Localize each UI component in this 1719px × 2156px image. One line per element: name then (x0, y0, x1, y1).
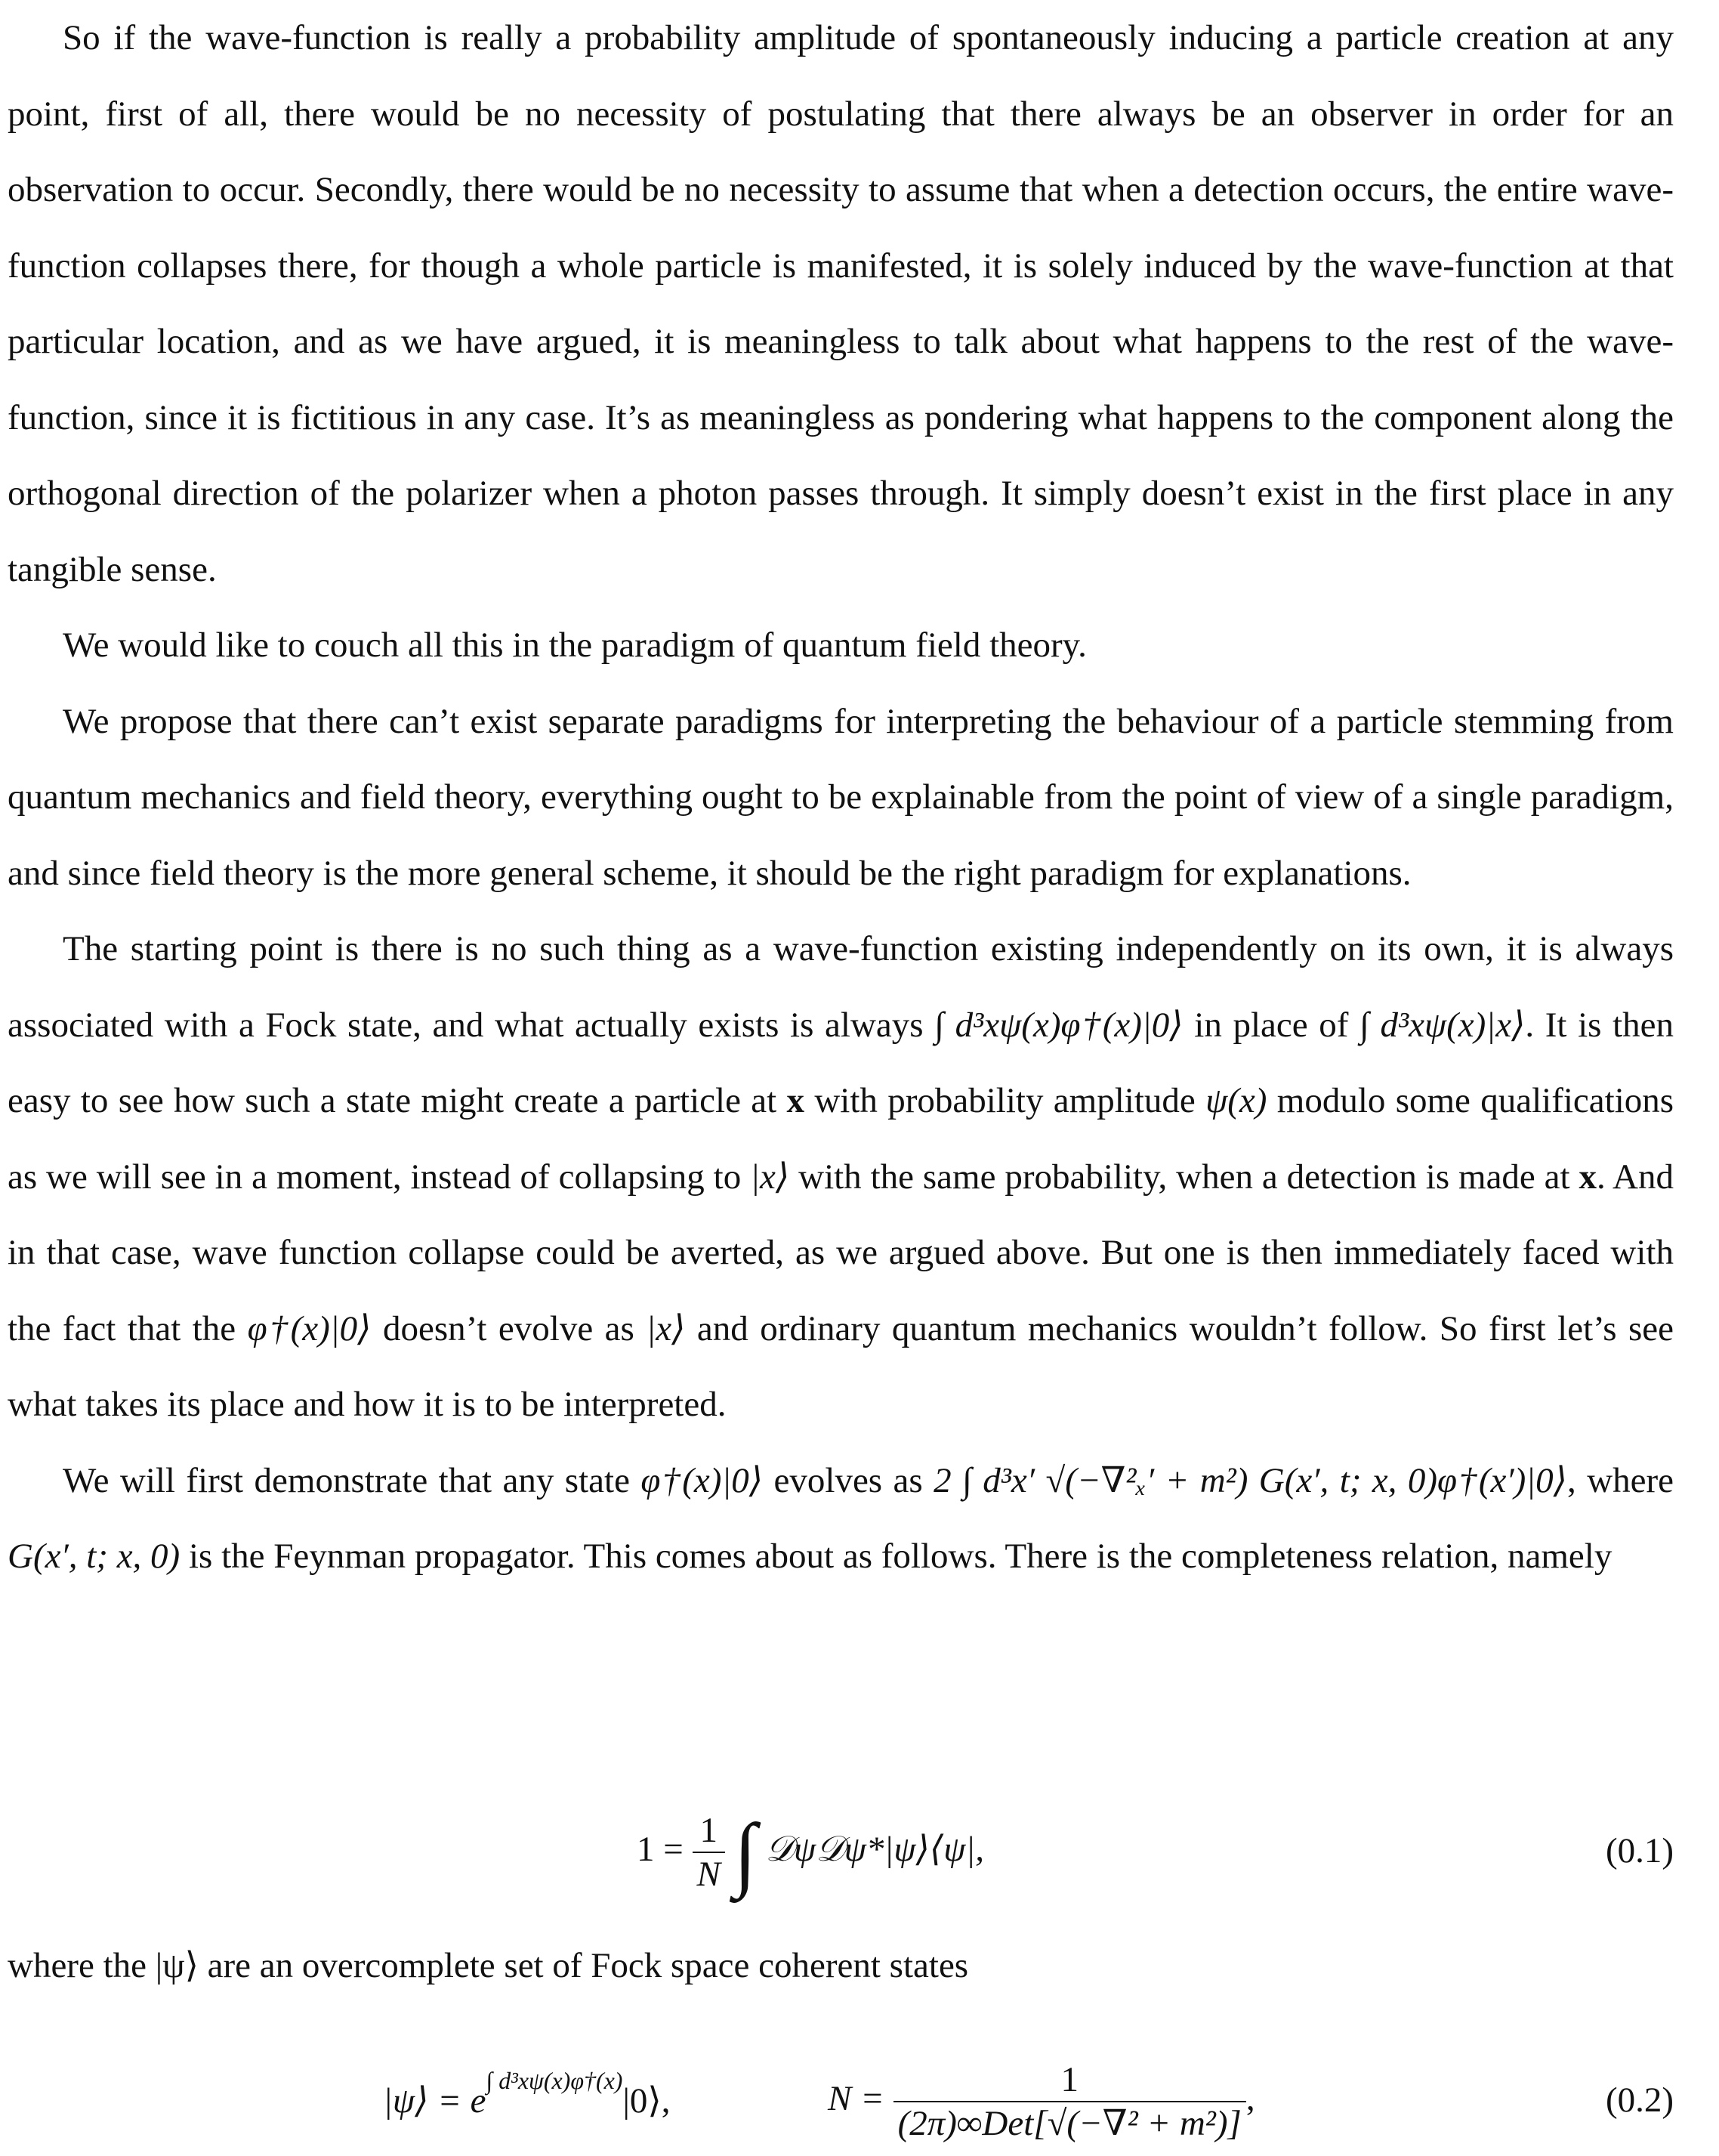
paragraph-5-text-c: , where (1567, 1460, 1674, 1500)
equation-0-2-label: (0.2) (1605, 2080, 1674, 2120)
inline-math-propagator: G(x′, t; x, 0) (8, 1537, 181, 1576)
paper-page (8, 0, 1674, 1595)
equation-0-1-numerator: 1 (693, 1809, 725, 1853)
inline-math-x: x (786, 1081, 805, 1120)
equation-0-2-numerator: 1 (893, 2059, 1246, 2102)
paragraph-4-text-e: modulo some qualifications as we will see in a moment, instead of collapsing to (8, 1081, 1674, 1197)
equation-0-2-psi (383, 2068, 671, 2121)
integral-sign: ∫ (733, 1806, 757, 1899)
inline-math-psi-x: ψ(x) (1205, 1081, 1267, 1120)
equation-0-1-lhs: 1 = (637, 1830, 684, 1870)
paragraph-4-text-d: with probability amplitude (814, 1081, 1196, 1120)
paragraph-5 (8, 1443, 1674, 1595)
paragraph-3-text: We propose that there can’t exist separate paradigms for interpreting the behaviour of a particle stemming from quantum mechanics and field theory, everything ought to be explainable from the point of view of a single paradigm, and since field theory is the more general scheme, it should be the right paradigm for explanations. (8, 701, 1674, 893)
inline-math-ket-x: |x⟩ (750, 1157, 790, 1197)
paragraph-4-text-a: The starting point is there is no such thing as a wave-function existing independently on its own, it is always associated with a Fock state, and what actually exists is always (8, 929, 1674, 1045)
equation-0-1 (8, 1806, 1674, 1900)
inline-math-x-2: x (1579, 1157, 1597, 1197)
paragraph-4-text-b: in place of (1194, 1005, 1349, 1045)
paragraph-4-text-g: . And in that case, wave function collapse could be averted, as we argued above. But one is then immediately faced with the fact that the (8, 1157, 1674, 1348)
inline-math-phi-dagger: φ†(x)|0⟩ (247, 1308, 372, 1348)
paragraph-4 (8, 911, 1674, 1443)
paragraph-1-text: So if the wave-function is really a probability amplitude of spontaneously inducing a particle creation at any point, first of all, there would be no necessity of postulating that there always be an observer in order for an observation to occur. Secondly, there would be no necessity to assume that when a detection occurs, the entire wave-function collapses there, for though a whole particle is manifested, it is solely induced by the wave-function at that particular location, and as we have argued, it is meaningless to talk about what happens to the rest of the wave-function, since it is fictitious in any case. It’s as meaningless as pondering what happens to the component along the orthogonal direction of the polarizer when a photon passes through. It simply doesn’t exist in the first place in any tangible sense. (8, 18, 1674, 589)
equation-0-1-integrand: 𝒟ψ𝒟ψ*|ψ⟩⟨ψ|, (765, 1830, 985, 1870)
equation-0-2-fraction (893, 2059, 1246, 2145)
equation-0-1-label: (0.1) (1605, 1831, 1674, 1870)
equation-0-2 (8, 2059, 1674, 2156)
inline-math-ket-x-2: |x⟩ (646, 1308, 686, 1348)
equation-0-1-body (637, 1806, 985, 1899)
inline-math-phi-dagger-2: φ†(x)|0⟩ (640, 1460, 764, 1500)
paragraph-3 (8, 684, 1674, 912)
paragraph-1 (8, 0, 1674, 607)
paragraph-6 (8, 1944, 1674, 1986)
paragraph-4-text-f: with the same probability, when a detection is made at (798, 1157, 1570, 1197)
paragraph-4-text-h: doesn’t evolve as (382, 1308, 634, 1348)
paragraph-2 (8, 607, 1674, 684)
paragraph-6-text: where the |ψ⟩ are an overcomplete set of Fock space coherent states (8, 1946, 969, 1985)
equation-0-2-exponent: ∫ d³xψ(x)φ†(x) (486, 2068, 623, 2095)
paragraph-4-text-c: . It is then easy to see how such a state might create a particle at (8, 1005, 1674, 1120)
inline-math-ket-integral: ∫ d³xψ(x)|x⟩ (1359, 1005, 1526, 1045)
inline-math-evolution: 2 ∫ d³x′ √(−∇²ₓ′ + m²) G(x′, t; x, 0)φ†(x′)|0⟩ (934, 1460, 1568, 1500)
paragraph-4-text-i: and ordinary quantum mechanics wouldn’t follow. So first let’s see what takes its place and how it is to be interpreted. (8, 1308, 1674, 1424)
paragraph-2-text: We would like to couch all this in the paradigm of quantum field theory. (63, 625, 1087, 665)
paragraph-5-text-a: We will first demonstrate that any state (63, 1460, 630, 1500)
equation-0-1-fraction (693, 1809, 725, 1896)
equation-0-2-tail: |0⟩, (622, 2081, 671, 2120)
paragraph-5-text-d: is the Feynman propagator. This comes about as follows. There is the completeness relation, namely (188, 1537, 1613, 1576)
equation-0-2-N: N = (828, 2079, 884, 2119)
equation-0-2-normalization: N = $\frac{1}{\text{(2π)∞Det[√(−∇² + m²)]}}$ , (828, 2059, 1255, 2145)
inline-math-fock-state: ∫ d³xψ(x)φ†(x)|0⟩ (934, 1005, 1184, 1045)
equation-0-1-denominator: N (696, 1855, 721, 1895)
equation-0-2-lhs: |ψ⟩ = e (383, 2081, 486, 2120)
equation-0-2-denominator: (2π)∞Det[√(−∇² + m²)] (897, 2104, 1242, 2144)
paragraph-5-text-b: evolves as (773, 1460, 923, 1500)
